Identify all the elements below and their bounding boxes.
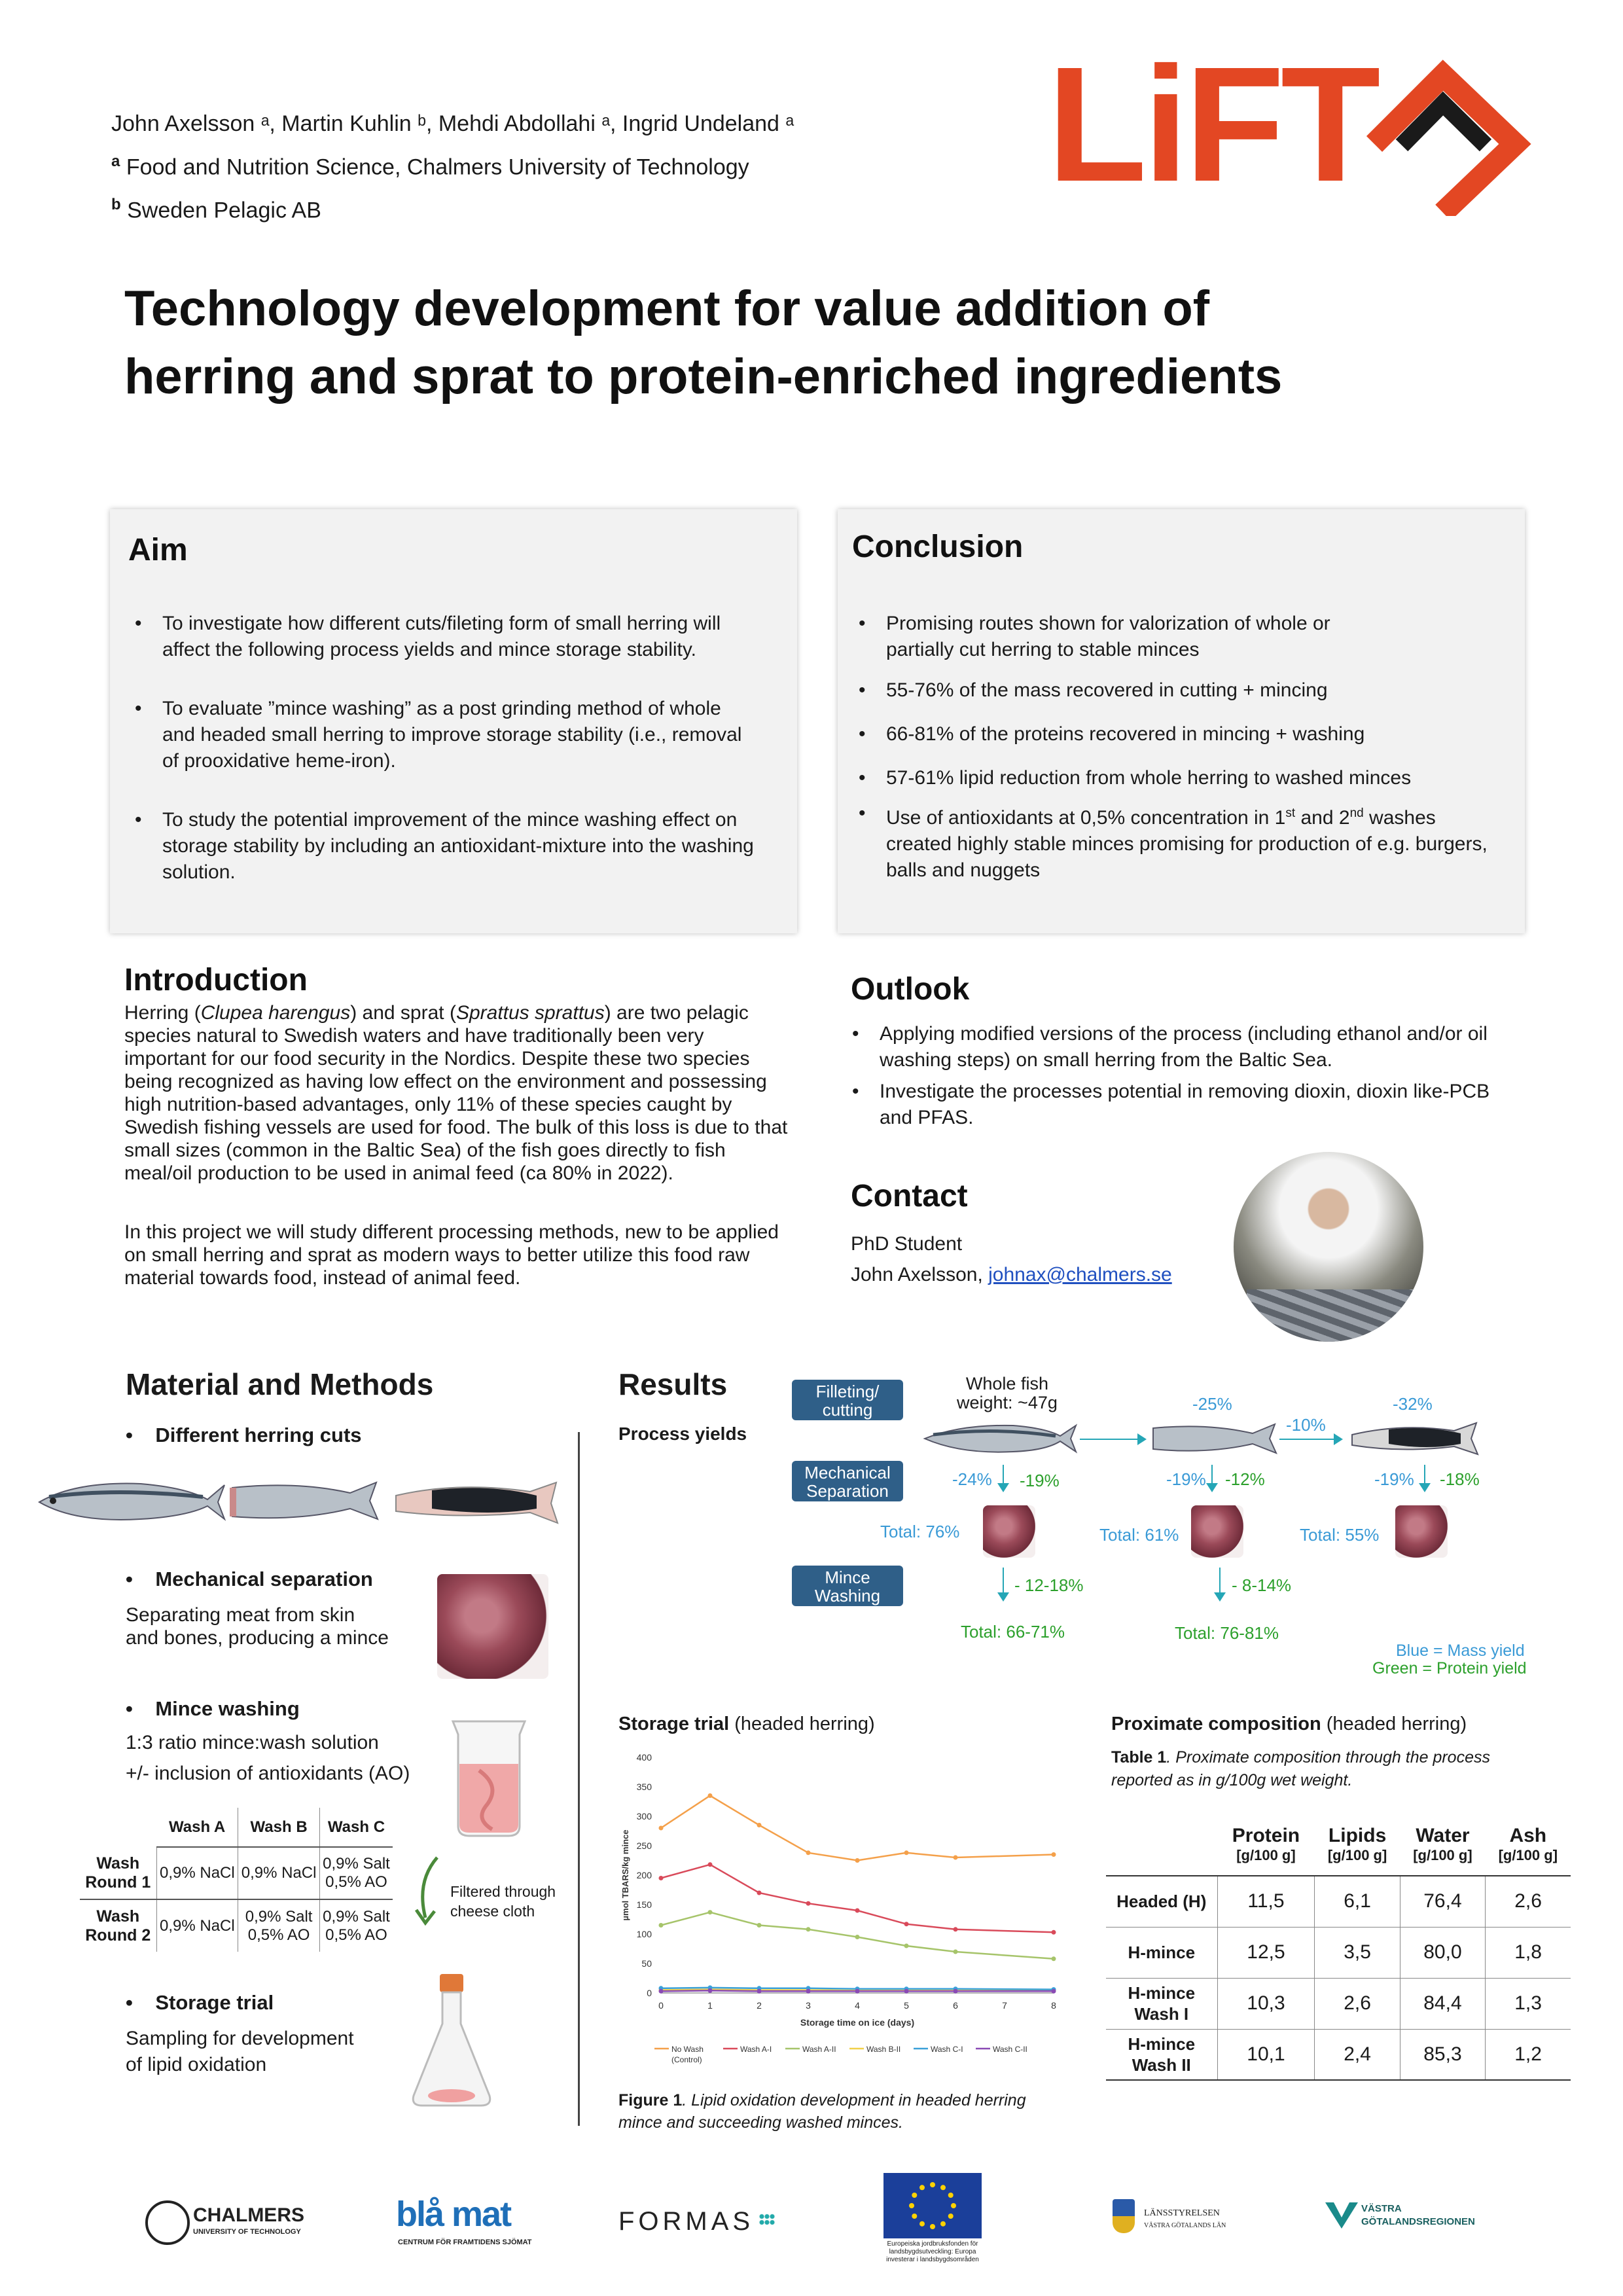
legend-label: Wash B-II: [866, 2045, 901, 2054]
x-tick-label: 3: [806, 2000, 811, 2011]
mince-photo: [437, 1574, 548, 1679]
mech-title: • Mechanical separation: [126, 1568, 373, 1590]
eu-star: [909, 2203, 914, 2208]
flask-icon: [406, 1971, 497, 2109]
contact-line: John Axelsson, johnax@chalmers.se: [851, 1264, 1172, 1285]
ms-mass-3: -19%: [1374, 1469, 1414, 1489]
conclusion-item: • Promising routes shown for valorization of whole or partially cut herring to stable minces: [852, 611, 1383, 663]
affiliation-a: $^a$ Food and Nutrition Science, Chalmers University of Technology: [111, 152, 749, 180]
cut-yield-1: -25%: [1192, 1394, 1232, 1414]
eu-star: [940, 2221, 946, 2227]
x-tick-label: 8: [1051, 2000, 1056, 2011]
data-point: [659, 1876, 664, 1880]
data-point: [806, 1901, 811, 1906]
blamat-logo: blå mat: [396, 2195, 511, 2234]
legend-label: Wash C-II: [993, 2045, 1027, 2054]
vgr-logo-1: VÄSTRA: [1361, 2203, 1402, 2214]
data-point: [855, 1909, 860, 1913]
arrow-down-icon: [1003, 1465, 1004, 1491]
mech-text: Separating meat from skin and bones, producing a mince: [126, 1604, 389, 1649]
x-tick-label: 1: [707, 2000, 713, 2011]
y-tick-label: 250: [636, 1840, 652, 1851]
formas-dots-icon: [759, 2214, 775, 2225]
y-tick-label: 300: [636, 1811, 652, 1821]
legend-label: (Control): [671, 2055, 702, 2064]
outlook-item: • Applying modified versions of the process (including ethanol and/or oil washing steps) on small herring from the Baltic Sea.: [846, 1021, 1520, 1073]
wash-protein-1: - 12-18%: [1014, 1575, 1084, 1595]
data-point: [708, 1862, 713, 1867]
figure-caption: Figure 1. Lipid oxidation development in headed herring mince and succeeding washed minces.: [618, 2091, 1026, 2132]
eu-star: [930, 2224, 935, 2229]
data-point: [904, 1944, 909, 1948]
aim-item: • To investigate how different cuts/fileting form of small herring will affect the following process yields and mince storage stability.: [128, 611, 757, 663]
aim-item: • To evaluate ”mince washing” as a post grinding method of whole and headed small herring to improve storage stability (i.e., removal of prooxidative heme-iron).: [128, 696, 757, 774]
ms-protein-1: -19%: [1020, 1471, 1060, 1490]
cut-yield-3: -32%: [1393, 1394, 1433, 1414]
ms-protein-2: -12%: [1225, 1469, 1265, 1489]
contact-role: PhD Student: [851, 1233, 963, 1255]
arrow-down-icon: [1003, 1568, 1004, 1600]
arrow-right-icon: [1080, 1439, 1145, 1440]
cuts-title: • Different herring cuts: [126, 1424, 362, 1446]
conclusion-item: • 57-61% lipid reduction from whole herring to washed minces: [852, 765, 1507, 791]
table-row: Headed (H) 11,5 6,1 76,4 2,6: [1106, 1876, 1571, 1927]
storage-title: • Storage trial: [126, 1991, 274, 2014]
data-point: [806, 1850, 811, 1855]
data-point: [757, 1891, 762, 1895]
lansstyrelsen-crest-icon: [1113, 2199, 1135, 2233]
prox-header: Protein [g/100 g]: [1232, 1824, 1300, 1863]
data-point: [1052, 1989, 1056, 1994]
eu-star: [948, 2193, 954, 2198]
eu-flag-icon: [883, 2173, 982, 2238]
conclusion-item: • Use of antioxidants at 0,5% concentration in 1st and 2nd washes created highly stable minces promising for production of e.g. burgers, balls and nuggets: [852, 800, 1507, 884]
wash-table: [80, 1808, 393, 1952]
prox-title: Proximate composition (headed herring): [1111, 1713, 1467, 1734]
data-point: [855, 1935, 860, 1939]
result-whole-fish-image: [921, 1419, 1079, 1458]
storage-text: Sampling for development of lipid oxidation: [126, 2028, 354, 2075]
methods-heading: Material and Methods: [126, 1367, 434, 1401]
series-line: [661, 1796, 1054, 1861]
arrow-down-icon: [1424, 1465, 1425, 1491]
affiliation-b: $^b$ Sweden Pelagic AB: [111, 196, 321, 223]
result-mince-1: [983, 1505, 1035, 1558]
wash-table-header: Wash C: [319, 1808, 393, 1847]
eu-star: [919, 2185, 925, 2190]
data-point: [904, 1850, 909, 1855]
y-tick-label: 400: [636, 1752, 652, 1763]
legend-label: No Wash: [671, 2045, 704, 2054]
data-point: [708, 1793, 713, 1798]
data-point: [904, 1922, 909, 1926]
proximate-table: [1106, 1813, 1571, 2081]
lift-logo: LiFT: [1047, 33, 1377, 215]
x-tick-label: 6: [953, 2000, 958, 2011]
eu-star: [930, 2182, 935, 2187]
prox-header: Ash [g/100 g]: [1498, 1824, 1558, 1863]
cut-yield-2: -10%: [1286, 1415, 1326, 1435]
eu-star: [940, 2185, 946, 2190]
table-row: H-mince Wash II 10,1 2,4 85,3 1,2: [1106, 2029, 1571, 2080]
table-caption: Table 1. Proximate composition through the process reported as in g/100g wet weight.: [1111, 1748, 1490, 1789]
introduction-heading: Introduction: [124, 963, 308, 997]
legend-protein: Green = Protein yield: [1372, 1659, 1527, 1677]
filter-text: Filtered through cheese cloth: [450, 1883, 556, 1920]
blamat-logo-sub: CENTRUM FÖR FRAMTIDENS SJÖMAT: [398, 2238, 532, 2246]
y-tick-label: 150: [636, 1899, 652, 1910]
author-list: John Axelsson ᵃ, Martin Kuhlin ᵇ, Mehdi Abdollahi ᵃ, Ingrid Undeland ᵃ: [111, 111, 794, 136]
chalmers-logo-sub: UNIVERSITY OF TECHNOLOGY: [193, 2228, 301, 2236]
filter-arrow-icon: [411, 1852, 444, 1931]
y-tick-label: 0: [647, 1988, 652, 1998]
eu-star: [912, 2193, 917, 2198]
ms-protein-3: -18%: [1440, 1469, 1480, 1489]
data-point: [659, 1989, 664, 1994]
x-axis-label: Storage time on ice (days): [800, 2017, 915, 2028]
storage-chart-title: Storage trial (headed herring): [618, 1713, 875, 1734]
wash-protein-2: - 8-14%: [1232, 1575, 1292, 1595]
legend-mass: Blue = Mass yield: [1396, 1641, 1525, 1660]
result-fillet-image: [1349, 1419, 1480, 1458]
chalmers-logo: CHALMERS: [193, 2204, 304, 2226]
y-axis-label: µmol TBARS/kg mince: [620, 1829, 630, 1921]
total-mass-3: Total: 55%: [1300, 1525, 1380, 1545]
data-point: [1052, 1852, 1056, 1857]
eu-star: [912, 2214, 917, 2219]
outlook-heading: Outlook: [851, 972, 970, 1007]
x-tick-label: 7: [1002, 2000, 1007, 2011]
arrow-down-icon: [1219, 1568, 1221, 1600]
headed-fish-image: [226, 1476, 383, 1528]
tbars-line-chart: [609, 1741, 1067, 2081]
eu-text: Europeiska jordbruksfonden för landsbygdsutveckling: Europa investerar i landsbygdsområden: [886, 2240, 979, 2263]
aim-box: [110, 509, 797, 933]
conclusion-list: [852, 611, 1507, 884]
data-point: [708, 1910, 713, 1914]
data-point: [954, 1856, 958, 1860]
data-point: [757, 1923, 762, 1928]
step-mechanical-separation: Mechanical Separation: [792, 1461, 903, 1501]
y-tick-label: 50: [641, 1958, 652, 1969]
contact-email-link[interactable]: johnax@chalmers.se: [988, 1264, 1172, 1285]
data-point: [659, 1826, 664, 1831]
fillet-image: [393, 1476, 563, 1528]
x-tick-label: 0: [658, 2000, 664, 2011]
beaker-icon: [440, 1715, 538, 1839]
results-heading: Results: [618, 1367, 728, 1401]
data-point: [855, 1989, 860, 1994]
data-point: [954, 1989, 958, 1994]
formas-logo: FORMAS: [618, 2207, 755, 2236]
outlook-item: • Investigate the processes potential in removing dioxin, dioxin like-PCB and PFAS.: [846, 1079, 1520, 1131]
table-row: H-mince Wash I 10,3 2,6 84,4 1,3: [1106, 1978, 1571, 2029]
x-tick-label: 5: [904, 2000, 909, 2011]
data-point: [1052, 1956, 1056, 1961]
introduction-p1: Herring (Clupea harengus) and sprat (Sprattus sprattus) are two pelagic species natural to Swedish waters and have traditionally been very important for our food security in the Nordics. Despite these two species being recognized as having low effect on the environment and possessing high nutrition-based advantages, only 11% of these species caught by Swedish fishing vessels are used for food. The bulk of this loss is due to that small sizes (common in the Baltic Sea) of the fish goes directly to fish meal/oil production to be used in animal feed (ca 80% in 2022).: [124, 1002, 788, 1184]
series-line: [661, 1865, 1054, 1933]
total-mass-1: Total: 76%: [880, 1522, 960, 1541]
vgr-logo-icon: [1322, 2199, 1361, 2232]
conclusion-item: • 55-76% of the mass recovered in cutting + mincing: [852, 677, 1507, 704]
y-tick-label: 350: [636, 1782, 652, 1792]
whole-fish-image: [36, 1476, 226, 1528]
arrow-down-icon: [1211, 1465, 1213, 1491]
data-point: [757, 1823, 762, 1827]
conclusion-box: [838, 509, 1525, 933]
lans-logo-2: VÄSTRA GÖTALANDS LÄN: [1144, 2222, 1226, 2229]
whole-fish-label: Whole fish weight: ~47g: [957, 1374, 1058, 1412]
data-point: [708, 1988, 713, 1993]
aim-heading: Aim: [128, 533, 188, 567]
eu-star: [948, 2214, 954, 2219]
result-headed-fish-image: [1149, 1419, 1280, 1458]
x-tick-label: 2: [757, 2000, 762, 2011]
data-point: [1052, 1930, 1056, 1935]
result-mince-2: [1191, 1505, 1243, 1558]
step-mince-washing: Mince Washing: [792, 1566, 903, 1606]
data-point: [904, 1989, 909, 1994]
wash-total-1: Total: 66-71%: [961, 1622, 1065, 1641]
y-tick-label: 100: [636, 1929, 652, 1939]
lift-logo-chevron-icon: [1361, 46, 1544, 216]
data-point: [954, 1927, 958, 1931]
introduction-p2: In this project we will study different processing methods, new to be applied on small herring and sprat as modern ways to better utilize this food raw material towards food, instead of animal feed.: [124, 1221, 779, 1289]
data-point: [806, 1927, 811, 1931]
aim-list: [128, 611, 757, 886]
lans-logo-1: LÄNSSTYRELSEN: [1144, 2208, 1220, 2218]
data-point: [659, 1923, 664, 1928]
eu-star: [951, 2203, 956, 2208]
arrow-right-icon: [1279, 1439, 1342, 1440]
chalmers-seal-icon: [145, 2200, 190, 2245]
x-tick-label: 4: [855, 2000, 860, 2011]
contact-photo: [1234, 1152, 1423, 1342]
column-divider: [578, 1432, 580, 2126]
eu-star: [919, 2221, 925, 2227]
outlook-list: [846, 1021, 1520, 1131]
data-point: [757, 1989, 762, 1994]
data-point: [806, 1989, 811, 1994]
wash-text: 1:3 ratio mince:wash solution +/- inclusion of antioxidants (AO): [126, 1732, 410, 1784]
poster-title: Technology development for value addition of herring and sprat to protein-enriched ingredients: [124, 281, 1283, 404]
wash-total-2: Total: 76-81%: [1175, 1623, 1279, 1643]
result-mince-3: [1395, 1505, 1448, 1558]
legend-label: Wash A-II: [802, 2045, 836, 2054]
legend-label: Wash A-I: [740, 2045, 772, 2054]
authors-block: [111, 105, 794, 230]
wash-table-header: Wash B: [238, 1808, 320, 1847]
wash-table-header: Wash A: [156, 1808, 238, 1847]
step-filleting: Filleting/ cutting: [792, 1380, 903, 1420]
yields-title: Process yields: [618, 1424, 747, 1444]
y-tick-label: 200: [636, 1870, 652, 1880]
contact-heading: Contact: [851, 1179, 968, 1213]
vgr-logo-2: GÖTALANDSREGIONEN: [1361, 2216, 1475, 2227]
conclusion-item: • 66-81% of the proteins recovered in mincing + washing: [852, 721, 1507, 747]
aim-item: • To study the potential improvement of the mince washing effect on storage stability by including an antioxidant-mixture into the washing solution.: [128, 807, 757, 886]
table-row: H-mince 12,5 3,5 80,0 1,8: [1106, 1927, 1571, 1978]
conclusion-heading: Conclusion: [852, 529, 1024, 564]
ms-mass-2: -19%: [1166, 1469, 1206, 1489]
table-row: Wash Round 1 0,9% NaCl 0,9% NaCl 0,9% Salt 0,5% AO: [80, 1847, 393, 1899]
ms-mass-1: -24%: [952, 1469, 992, 1489]
wash-title: • Mince washing: [126, 1697, 300, 1720]
total-mass-2: Total: 61%: [1099, 1525, 1179, 1545]
legend-label: Wash C-I: [931, 2045, 963, 2054]
prox-header: Water [g/100 g]: [1413, 1824, 1472, 1863]
prox-header: Lipids [g/100 g]: [1327, 1824, 1387, 1863]
data-point: [954, 1950, 958, 1954]
data-point: [855, 1858, 860, 1863]
table-row: Wash Round 2 0,9% NaCl 0,9% Salt 0,5% AO 0,9% Salt 0,5% AO: [80, 1899, 393, 1952]
